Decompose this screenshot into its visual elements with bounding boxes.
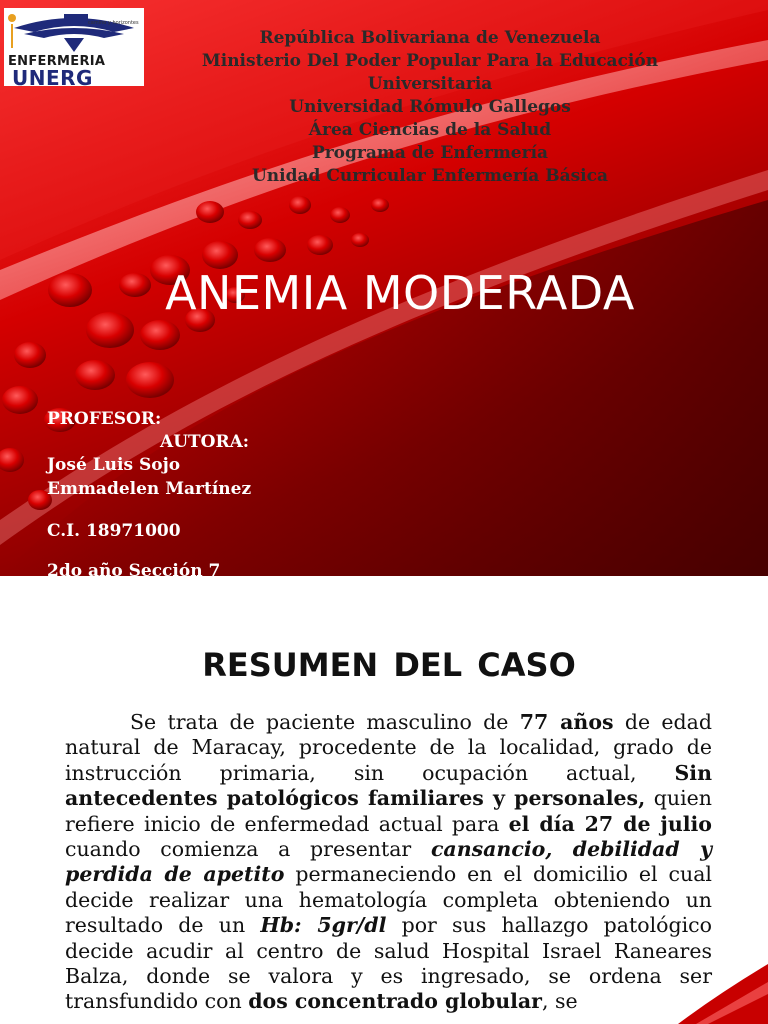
emphasized-text: Hb: 5gr/dl bbox=[260, 913, 387, 938]
header-line: Unidad Curricular Enfermería Básica bbox=[251, 166, 608, 186]
emphasized-text: cansancio, debilidad y perdida de apetito bbox=[65, 837, 712, 887]
emphasized-text: dos concentrado globular bbox=[248, 989, 542, 1014]
paragraph-text: permaneciendo en el domicilio el cual decide realizar una hematología completa obteniendo un resultado de un bbox=[65, 862, 712, 938]
logo-enfermeria-text: ENFERMERIA bbox=[8, 54, 106, 69]
summary-slide bbox=[0, 576, 768, 1024]
autora-label: AUTORA: bbox=[160, 432, 250, 452]
summary-title: RESUMEN DEL CASO bbox=[202, 646, 576, 684]
paragraph-text: Se trata de paciente masculino de bbox=[130, 710, 520, 734]
profesor-name: José Luis Sojo bbox=[47, 455, 181, 475]
paragraph-text: , se bbox=[541, 989, 578, 1014]
section-info: 2do año Sección 7 bbox=[47, 561, 221, 576]
emphasized-text: 77 años bbox=[519, 710, 614, 734]
autora-name: Emmadelen Martínez bbox=[47, 479, 252, 499]
paragraph-text: de edad natural de Maracay, procedente de la localidad, grado de instrucción primaria, sin ocupación actual, bbox=[65, 710, 712, 785]
paragraph-text: quien refiere inicio de enfermedad actual para bbox=[65, 786, 713, 836]
logo-unerg-text: UNERG bbox=[12, 66, 93, 90]
emphasized-text: Sin antecedentes patológicos familiares y personales, bbox=[65, 760, 712, 811]
logo-tagline: camino y horizontes bbox=[88, 20, 139, 26]
profesor-label: PROFESOR: bbox=[47, 409, 162, 429]
paragraph-text: cuando comienza a presentar bbox=[65, 837, 431, 862]
header-line: Universidad Rómulo Gallegos bbox=[289, 97, 571, 117]
header-line: Programa de Enfermería bbox=[311, 143, 549, 163]
header-line: Área Ciencias de la Salud bbox=[308, 120, 552, 140]
slide-title: ANEMIA MODERADA bbox=[165, 266, 635, 320]
unerg-logo bbox=[4, 8, 144, 90]
institution-header bbox=[150, 27, 710, 188]
paragraph-text: por sus hallazgo patológico decide acudir al centro de salud Hospital Israel Raneares Balza, donde se valora y es ingresado, se ordena ser transfundido con bbox=[65, 913, 712, 1014]
header-line: Universitaria bbox=[367, 74, 493, 94]
case-summary-paragraph bbox=[65, 710, 712, 1015]
eagle-emblem-icon bbox=[4, 8, 144, 58]
emphasized-text: el día 27 de julio bbox=[508, 811, 712, 836]
header-line: Ministerio Del Poder Popular Para la Educación bbox=[201, 51, 659, 71]
header-line: República Bolivariana de Venezuela bbox=[259, 28, 601, 48]
cedula: C.I. 18971000 bbox=[47, 521, 181, 541]
